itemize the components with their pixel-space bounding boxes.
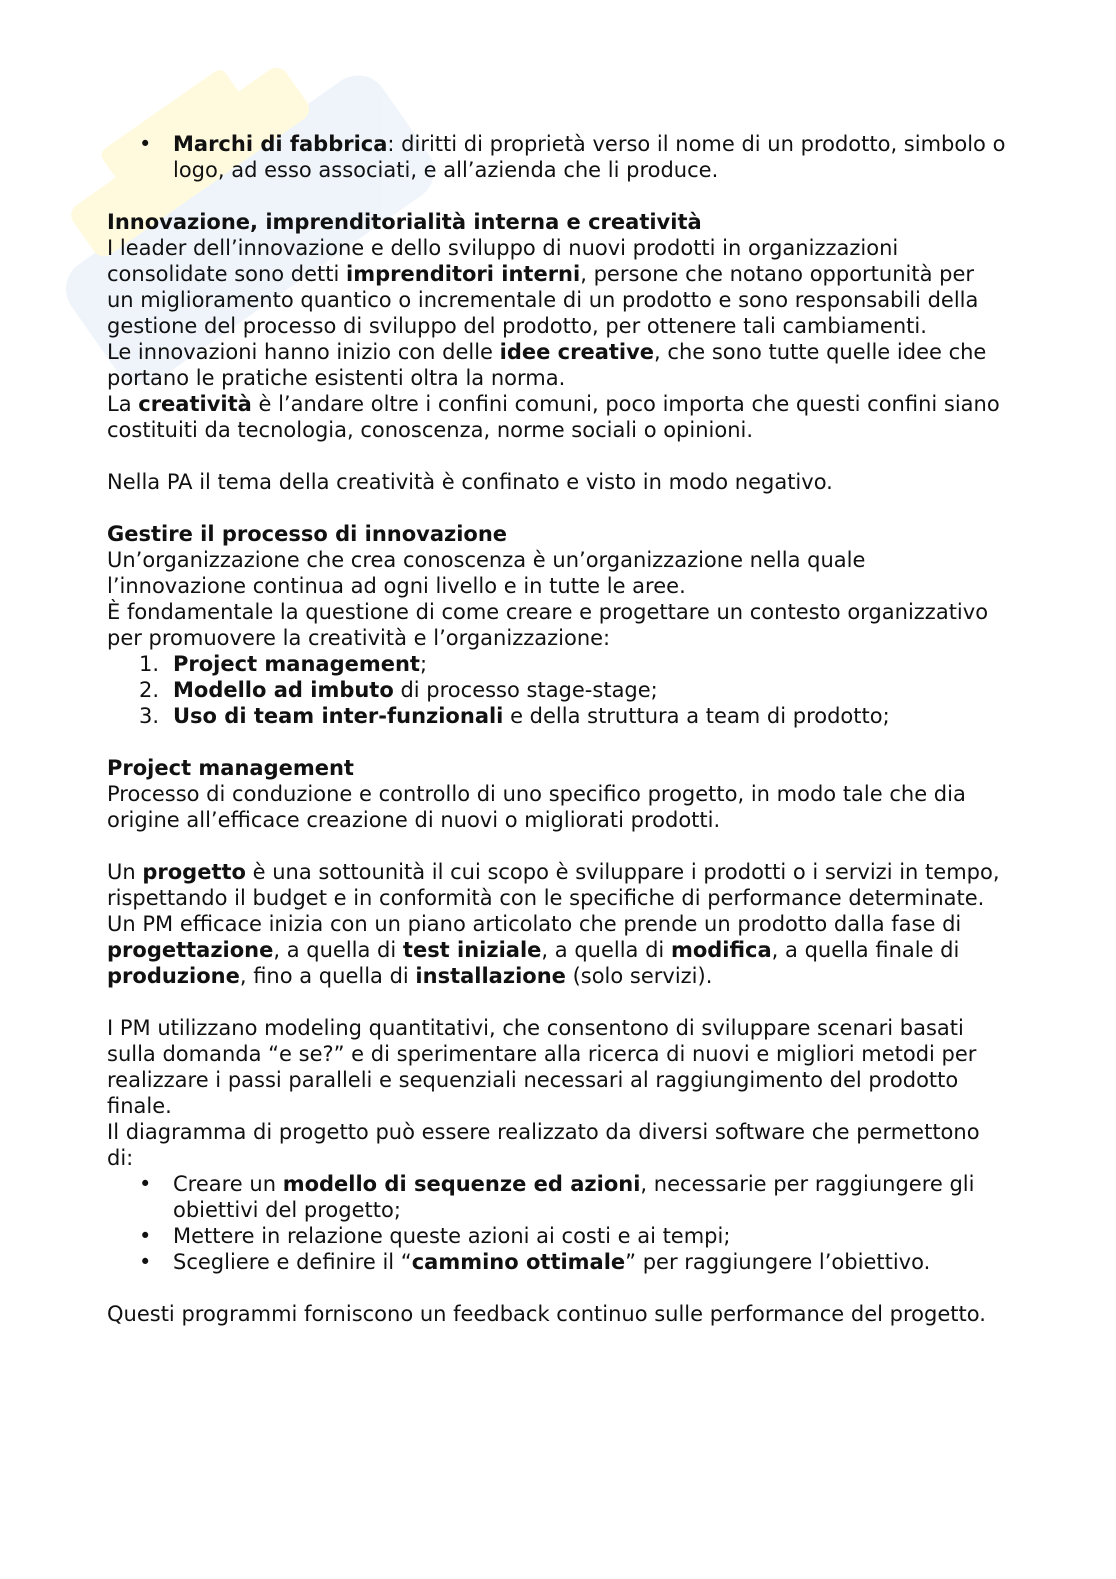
- paragraph: Processo di conduzione e controllo di uno specifico progetto, in modo tale che dia origine all’efficace creazione di nuovi o migliorati prodotti.: [107, 782, 966, 832]
- bullet-list: [107, 1171, 1007, 1275]
- section-heading: Innovazione, imprenditorialità interna e creatività: [107, 210, 702, 234]
- list-item: 1. Project management;: [139, 652, 428, 676]
- paragraph: Un PM efficace inizia con un piano articolato che prende un prodotto dalla fase di progettazione, a quella di test iniziale, a quella di modifica, a quella finale di produzione, fino a quella di installazione (solo servizi).: [107, 912, 962, 988]
- list-item: • Marchi di fabbrica: diritti di proprietà verso il nome di un prodotto, simbolo o logo, ad esso associati, e all’azienda che li produce.: [107, 131, 1007, 183]
- list-item: • Scegliere e definire il “cammino ottimale” per raggiungere l’obiettivo.: [107, 1249, 1007, 1275]
- section-heading: Project management: [107, 756, 354, 780]
- paragraph: È fondamentale la questione di come creare e progettare un contesto organizzativo per promuovere la creatività e l’organizzazione:: [107, 600, 989, 650]
- paragraph: Un’organizzazione che crea conoscenza è un’organizzazione nella quale l’innovazione continua ad ogni livello e in tutte le aree.: [107, 548, 866, 598]
- section-heading: Gestire il processo di innovazione: [107, 522, 508, 546]
- list-item: 3. Uso di team inter-funzionali e della struttura a team di prodotto;: [139, 704, 890, 728]
- list-item: 2. Modello ad imbuto di processo stage-stage;: [139, 678, 658, 702]
- paragraph: Un progetto è una sottounità il cui scopo è sviluppare i prodotti o i servizi in tempo, rispettando il budget e in conformità con le specifiche di performance determinate.: [107, 860, 1000, 910]
- list-item: • Mettere in relazione queste azioni ai costi e ai tempi;: [107, 1223, 1007, 1249]
- list-item: • Creare un modello di sequenze ed azioni, necessarie per raggiungere gli obiettivi del progetto;: [107, 1171, 1007, 1223]
- paragraph: I leader dell’innovazione e dello sviluppo di nuovi prodotti in organizzazioni consolidate sono detti imprenditori interni, persone che notano opportunità per un miglioramento quantico o incrementale di un prodotto e sono responsabili della gestione del processo di sviluppo del prodotto, per ottenere tali cambiamenti.: [107, 236, 979, 338]
- document-page: [107, 131, 1007, 1327]
- numbered-list: [107, 651, 1007, 729]
- paragraph: Le innovazioni hanno inizio con delle idee creative, che sono tutte quelle idee che portano le pratiche esistenti oltra la norma.: [107, 340, 987, 390]
- paragraph: La creatività è l’andare oltre i confini comuni, poco importa che questi confini siano costituiti da tecnologia, conoscenza, norme sociali o opinioni.: [107, 392, 1000, 442]
- paragraph: Questi programmi forniscono un feedback continuo sulle performance del progetto.: [107, 1302, 986, 1326]
- paragraph: Il diagramma di progetto può essere realizzato da diversi software che permettono di:: [107, 1120, 980, 1170]
- paragraph: Nella PA il tema della creatività è confinato e visto in modo negativo.: [107, 470, 833, 494]
- paragraph: I PM utilizzano modeling quantitativi, che consentono di sviluppare scenari basati sulla domanda “e se?” e di sperimentare alla ricerca di nuovi e migliori metodi per realizzare i passi paralleli e sequenziali necessari al raggiungimento del prodotto finale.: [107, 1016, 977, 1118]
- intro-bullet-list: [107, 131, 1007, 183]
